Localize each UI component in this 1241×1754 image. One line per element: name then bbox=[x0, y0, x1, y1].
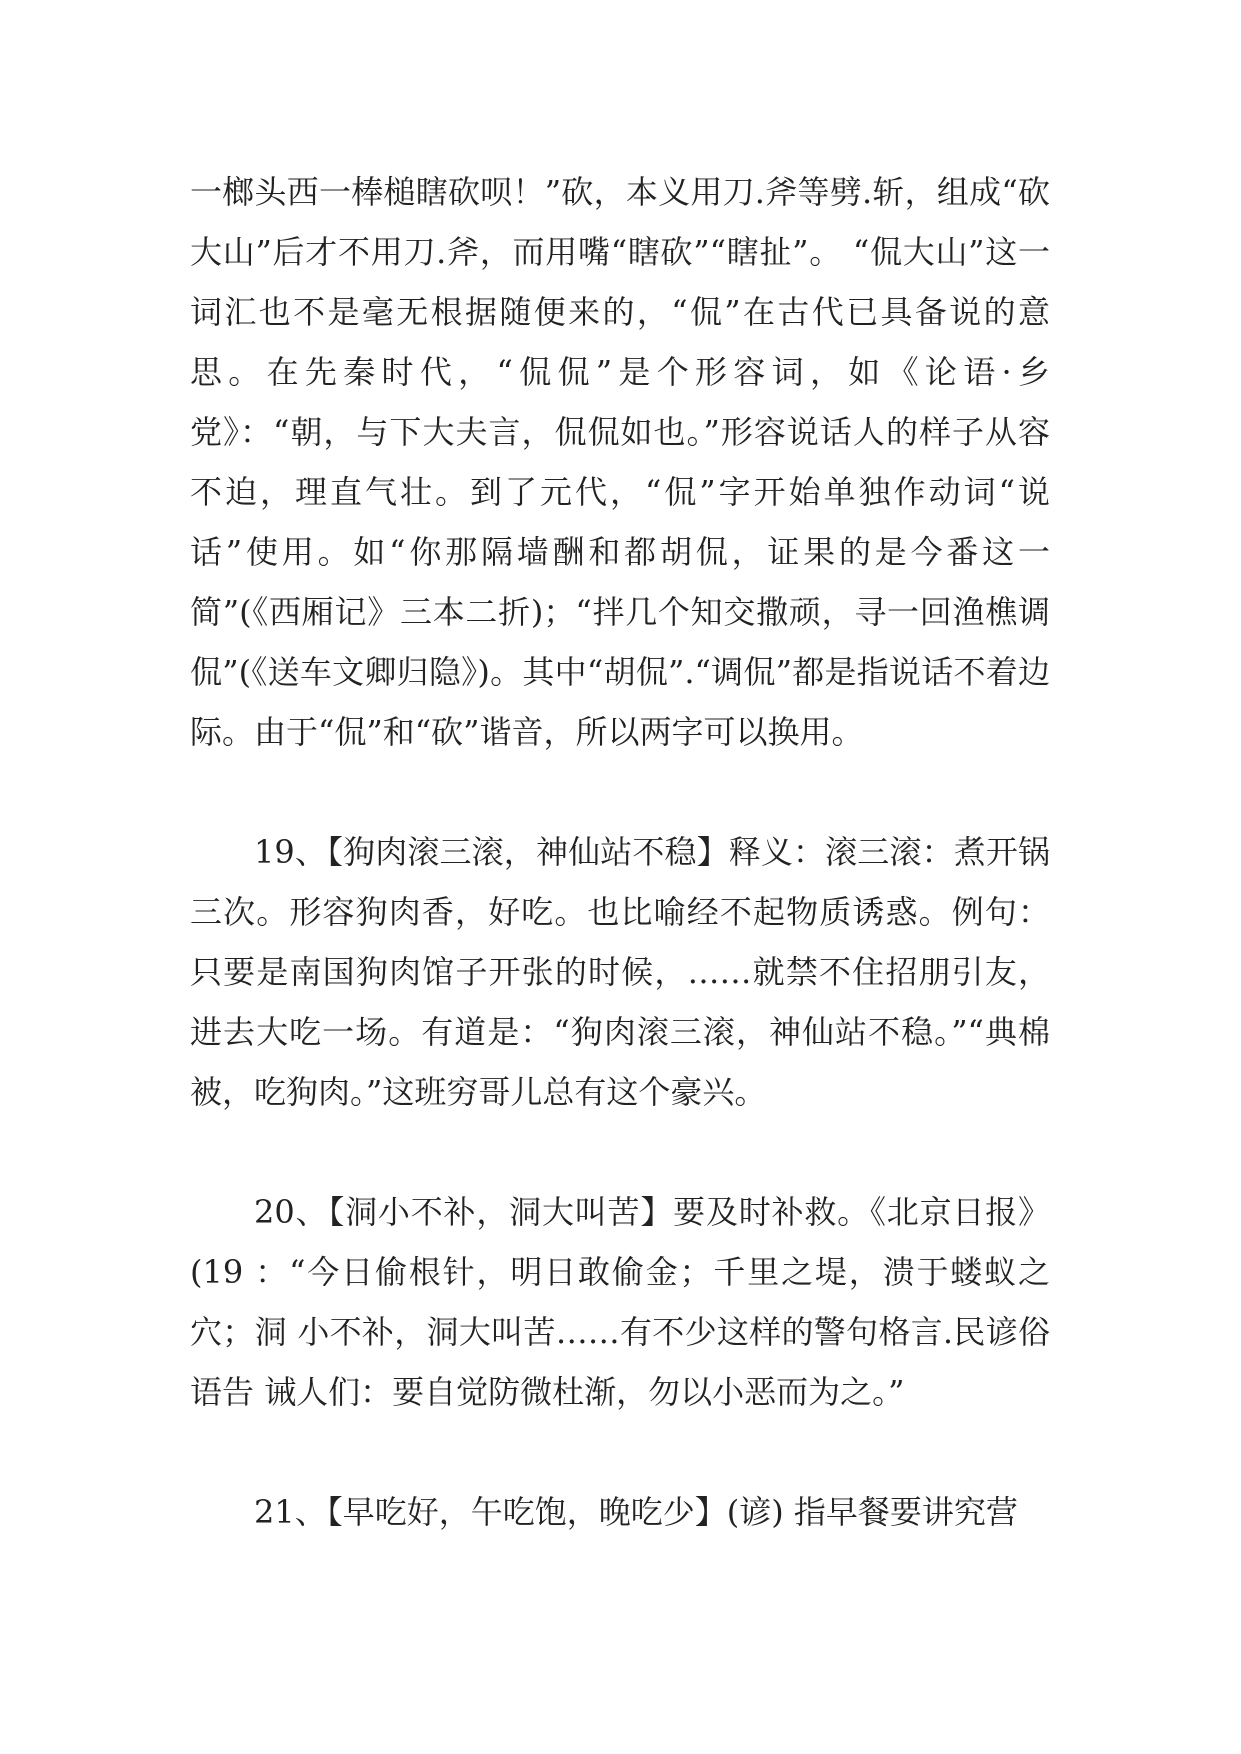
paragraph-kan-dashan: 一榔头西一棒槌瞎砍呗！”砍，本义用刀.斧等劈.斩，组成“砍大山”后才不用刀.斧，而用嘴“瞎砍”“瞎扯”。 “侃大山”这一词汇也不是毫无根据随便来的，“侃”在古代已具备说的意思。在先秦时代，“侃侃”是个形容词，如《论语·乡党》：“朝，与下大夫言，侃侃如也。”形容说话人的样子从容不迫，理直气壮。到了元代，“侃”字开始单独作动词“说话”使用。如“你那隔墙酬和都胡侃，证果的是今番这一简”(《西厢记》三本二折)；“拌几个知交撒顽，寻一回渔樵调侃”(《送车文卿归隐》)。其中“胡侃”.“调侃”都是指说话不着边际。由于“侃”和“砍”谐音，所以两字可以换用。 bbox=[190, 173, 1050, 751]
paragraph-item-20: 20、【洞小不补，洞大叫苦】要及时补救。《北京日报》(19 ：“今日偷根针，明日敢偷金；千里之堤，溃于蝼蚁之穴；洞 小不补，洞大叫苦……有不少这样的警句格言.民谚俗语告 诫人们：要自觉防微杜渐，勿以小恶而为之。” bbox=[190, 1193, 1050, 1411]
paragraph-item-19: 19、【狗肉滚三滚，神仙站不稳】释义：滚三滚：煮开锅三次。形容狗肉香，好吃。也比喻经不起物质诱惑。例句：只要是南国狗肉馆子开张的时候，……就禁不住招朋引友，进去大吃一场。有道是：“狗肉滚三滚，神仙站不稳。”“典棉被，吃狗肉。”这班穷哥儿总有这个豪兴。 bbox=[190, 833, 1050, 1111]
paragraph-item-21: 21、【早吃好，午吃饱，晚吃少】(谚) 指早餐要讲究营 bbox=[254, 1493, 1018, 1531]
document-body bbox=[190, 162, 1050, 1542]
